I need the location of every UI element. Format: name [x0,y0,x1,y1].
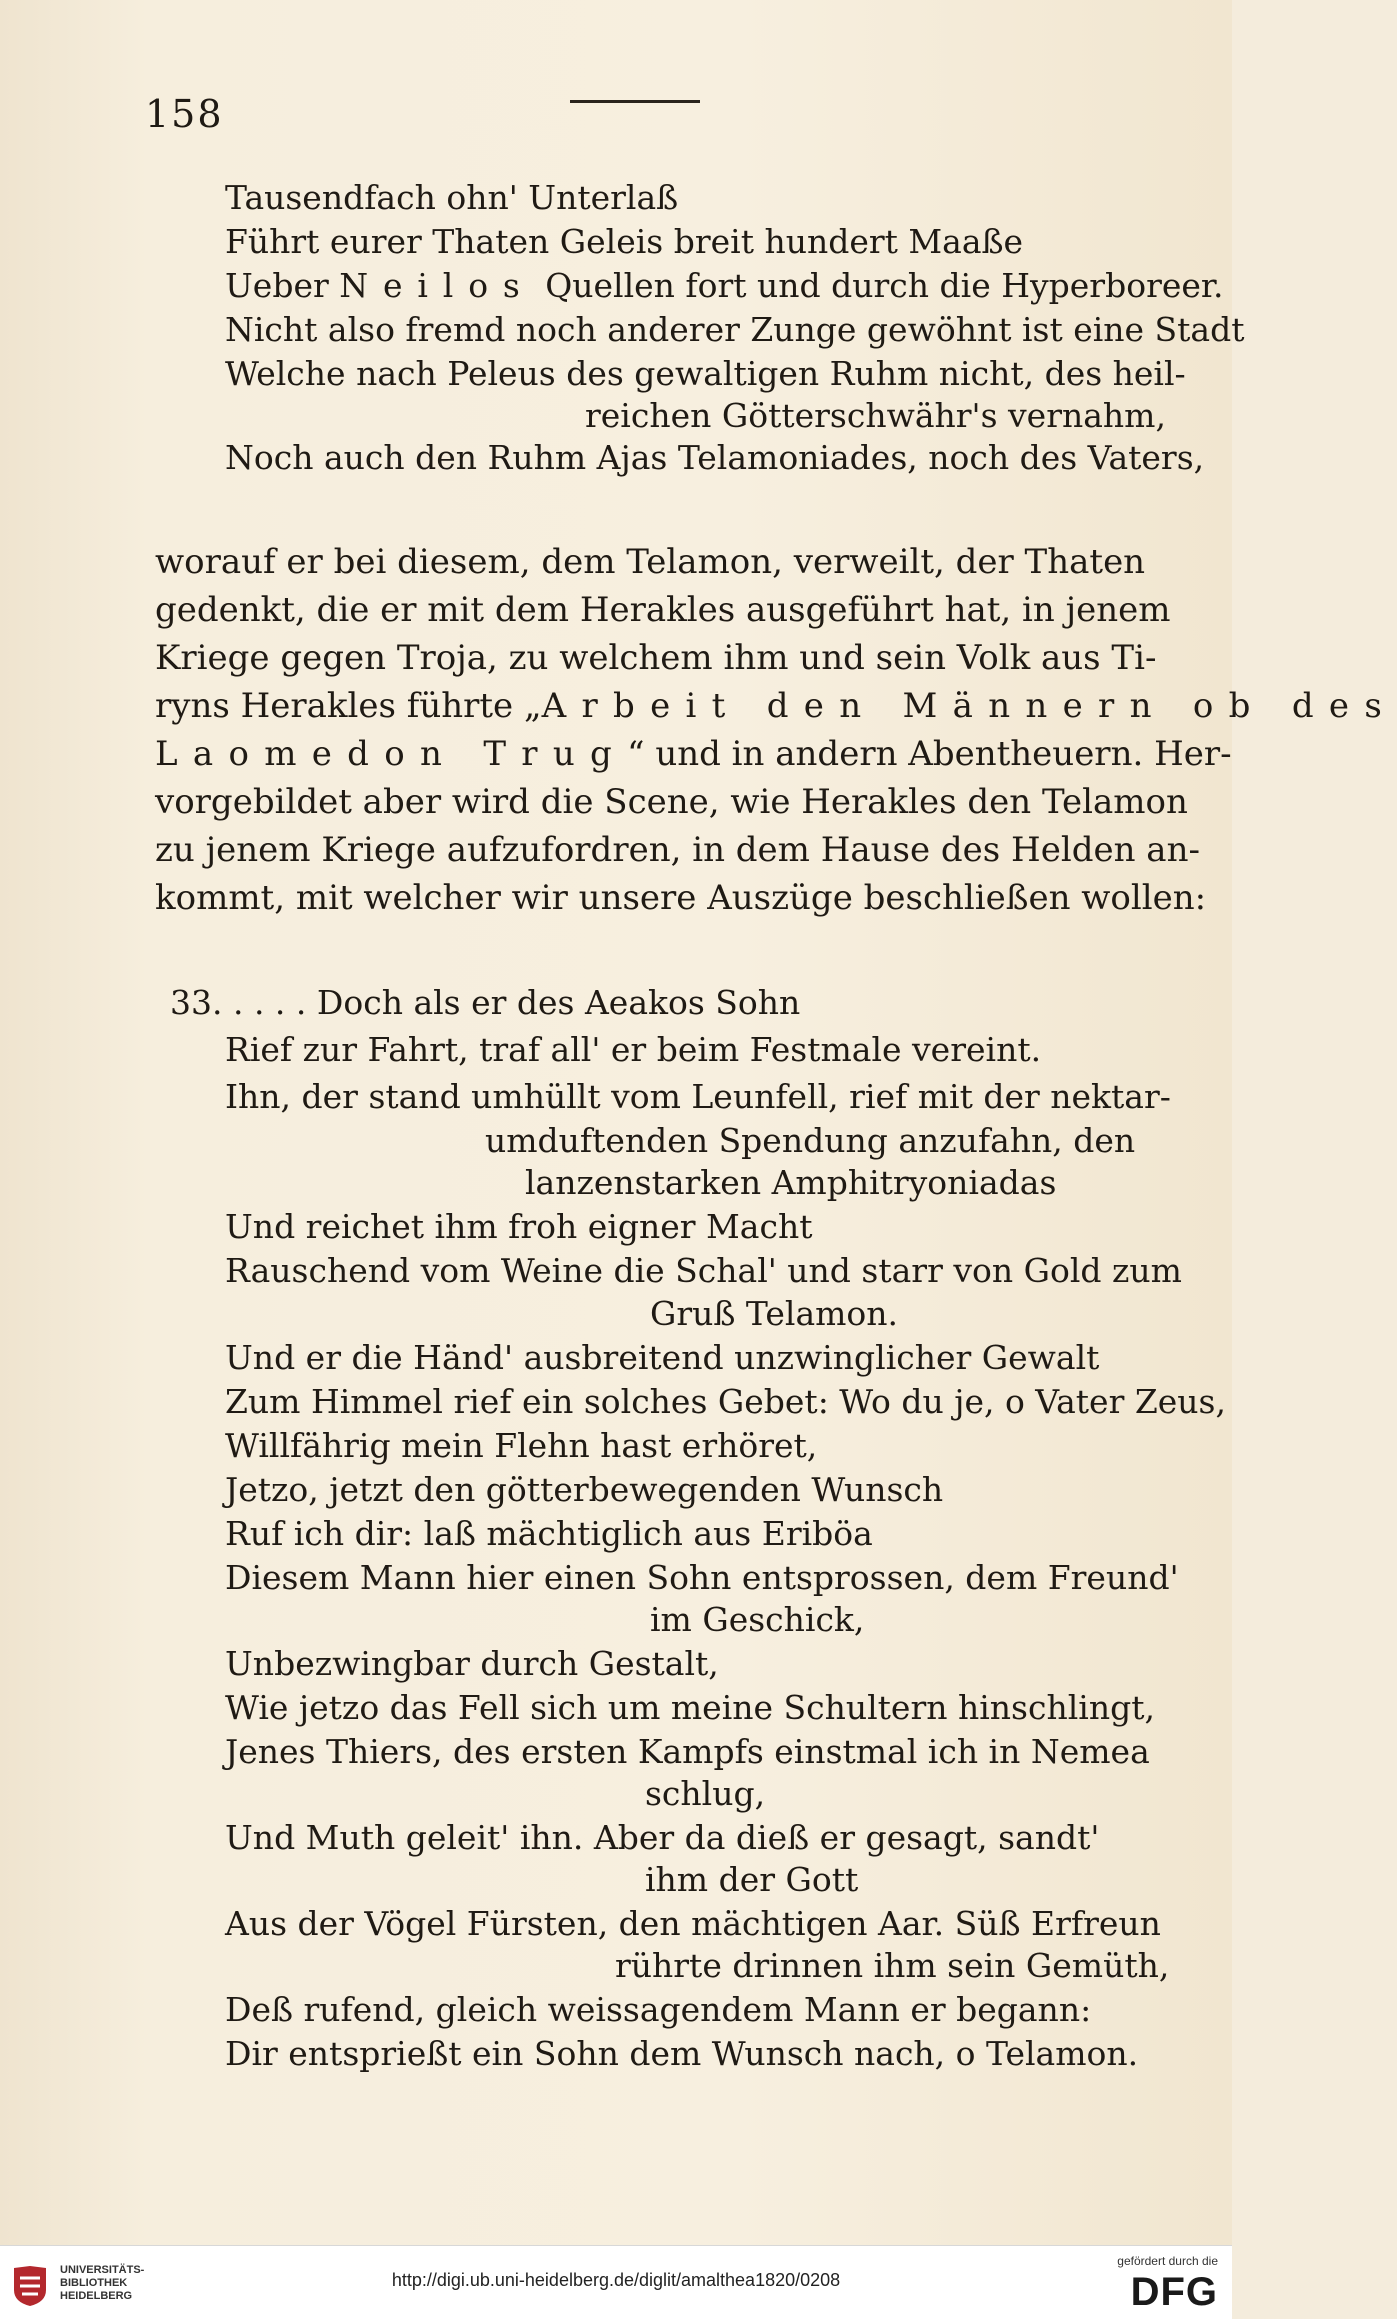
funding-note: gefördert durch die [1117,2254,1218,2268]
viewer-footer [0,2245,1232,2319]
verse-line: ihm der Gott [645,1860,859,1899]
verse-line: reichen Götterschwähr's vernahm, [585,396,1166,435]
spaced-name: Neilos [339,266,535,305]
verse-line: Noch auch den Ruhm Ajas Telamoniades, noch des Vaters, [225,438,1205,477]
spaced-quote: Arbeit den Männern ob des [541,686,1397,726]
prose-line: kommt, mit welcher wir unsere Auszüge beschließen wollen: [155,878,1207,918]
verse-line: Und er die Händ' ausbreitend unzwinglicher Gewalt [225,1338,1100,1377]
prose-line: Kriege gegen Troja, zu welchem ihm und sein Volk aus Ti- [155,638,1157,678]
verse-line: Dir entsprießt ein Sohn dem Wunsch nach, o Telamon. [225,2034,1139,2073]
prose-line: Laomedon Trug“ und in andern Abentheuern. Her- [155,734,1232,774]
verse-line: Unbezwingbar durch Gestalt, [225,1644,719,1683]
verse-line: im Geschick, [650,1600,865,1639]
page-number: 158 [145,92,224,136]
library-name: UNIVERSITÄTS- BIBLIOTHEK HEIDELBERG [60,2264,145,2302]
prose-line: vorgebildet aber wird die Scene, wie Herakles den Telamon [155,782,1188,822]
verse-line: Aus der Vögel Fürsten, den mächtigen Aar. Süß Erfreun [225,1904,1161,1943]
verse-line: Jetzo, jetzt den götterbewegenden Wunsch [225,1470,944,1509]
verse-line: Ueber Neilos Quellen fort und durch die Hyperboreer. [225,266,1224,305]
prose-line: gedenkt, die er mit dem Herakles ausgeführt hat, in jenem [155,590,1171,630]
verse-line: Ihn, der stand umhüllt vom Leunfell, rief mit der nektar- [225,1077,1171,1116]
verse-line: Wie jetzo das Fell sich um meine Schultern hinschlingt, [225,1688,1155,1727]
verse-line: Tausendfach ohn' Unterlaß [225,178,679,217]
verse-line: Diesem Mann hier einen Sohn entsprossen, dem Freund' [225,1558,1179,1597]
verse-line: Deß rufend, gleich weissagendem Mann er begann: [225,1990,1092,2029]
verse-line: Rauschend vom Weine die Schal' und starr von Gold zum [225,1251,1182,1290]
verse-line: Und Muth geleit' ihn. Aber da dieß er gesagt, sandt' [225,1818,1100,1857]
verse-line: Jenes Thiers, des ersten Kampfs einstmal ich in Nemea [225,1732,1150,1771]
permalink[interactable]: http://digi.ub.uni-heidelberg.de/diglit/amalthea1820/0208 [391,2270,841,2290]
spaced-quote: Laomedon Trug [155,734,628,774]
prose-line: worauf er bei diesem, dem Telamon, verweilt, der Thaten [155,542,1146,582]
verse-line: Welche nach Peleus des gewaltigen Ruhm nicht, des heil- [225,354,1186,393]
verse-line: Und reichet ihm froh eigner Macht [225,1207,813,1246]
verse-line: umduftenden Spendung anzufahn, den [485,1121,1136,1160]
verse-line: 33. . . . . Doch als er des Aeakos Sohn [170,983,801,1022]
verse-line: Rief zur Fahrt, traf all' er beim Festmale vereint. [225,1030,1042,1069]
verse-line: Führt eurer Thaten Geleis breit hundert Maaße [225,222,1024,261]
verse-line: schlug, [645,1774,766,1813]
verse-line: rührte drinnen ihm sein Gemüth, [615,1946,1170,1985]
verse-line: Willfährig mein Flehn hast erhöret, [225,1426,818,1465]
verse-line: Nicht also fremd noch anderer Zunge gewöhnt ist eine Stadt [225,310,1245,349]
dfg-logo: DFG [1130,2270,1218,2314]
verse-line: lanzenstarken Amphitryoniadas [525,1163,1057,1202]
prose-line: ryns Herakles führte „Arbeit den Männern ob des [155,686,1397,726]
prose-line: zu jenem Kriege aufzufordren, in dem Hause des Helden an- [155,830,1200,870]
header-rule [570,100,700,103]
verse-line: Zum Himmel rief ein solches Gebet: Wo du je, o Vater Zeus, [225,1382,1226,1421]
verse-line: Gruß Telamon. [650,1294,899,1333]
verse-line: Ruf ich dir: laß mächtiglich aus Eriböa [225,1514,873,1553]
